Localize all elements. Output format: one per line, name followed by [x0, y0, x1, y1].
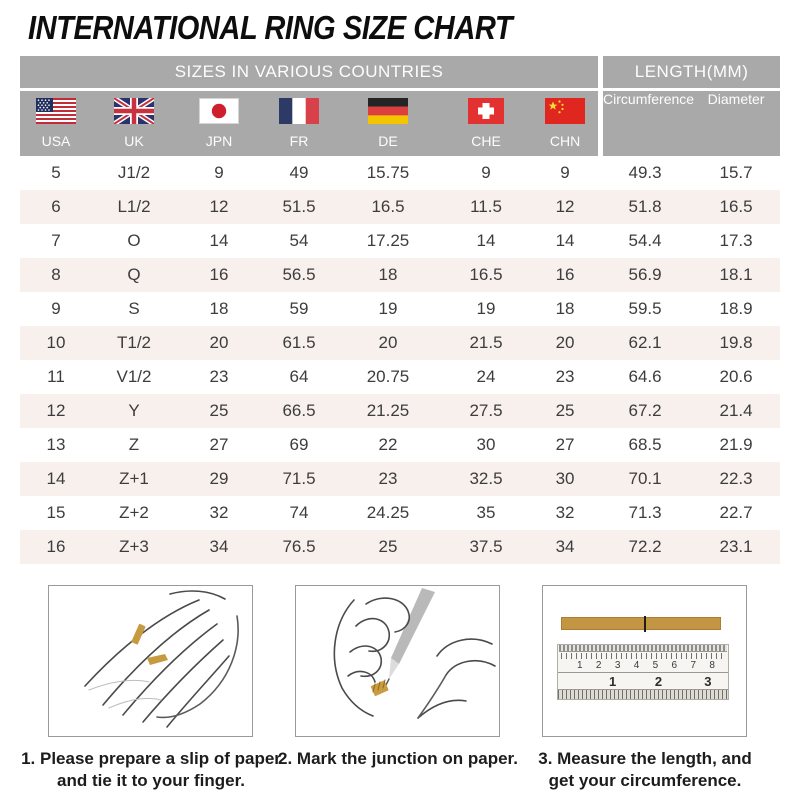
- table-cell: 56.9: [598, 258, 692, 292]
- table-cell: 22.3: [692, 462, 780, 496]
- table-cell: 7: [20, 224, 92, 258]
- strip-mark: [644, 616, 646, 632]
- length-group-header: LENGTH(MM): [598, 56, 780, 88]
- ruler-cm-numbers: [558, 659, 728, 672]
- table-cell: 59.5: [598, 292, 692, 326]
- table-cell: 16.5: [336, 190, 440, 224]
- cm-number: 3: [614, 660, 621, 671]
- table-cell: 68.5: [598, 428, 692, 462]
- table-cell: Z+2: [92, 496, 176, 530]
- ruler-measurement-illustration: [542, 585, 747, 737]
- inch-number: 2: [654, 674, 663, 689]
- country-header-row: [20, 88, 780, 156]
- table-row: [20, 462, 780, 496]
- table-cell: 24.25: [336, 496, 440, 530]
- table-cell: 54: [262, 224, 336, 258]
- table-cell: 30: [532, 462, 598, 496]
- ruler-bottom-ticks: [558, 689, 728, 699]
- page-title: INTERNATIONAL RING SIZE CHART: [28, 9, 513, 46]
- instruction-caption-2: [258, 748, 538, 770]
- table-cell: J1/2: [92, 156, 176, 190]
- table-cell: 30: [440, 428, 532, 462]
- cm-number: 1: [577, 660, 583, 671]
- column-header-che: [440, 88, 532, 156]
- table-cell: 25: [176, 394, 262, 428]
- table-cell: 11: [20, 360, 92, 394]
- table-cell: 72.2: [598, 530, 692, 564]
- table-cell: 9: [20, 292, 92, 326]
- table-cell: 70.1: [598, 462, 692, 496]
- table-cell: 16: [176, 258, 262, 292]
- table-cell: 34: [176, 530, 262, 564]
- table-row: [20, 394, 780, 428]
- table-cell: 54.4: [598, 224, 692, 258]
- instruction-caption-1: [11, 748, 291, 793]
- cm-number: 7: [690, 660, 696, 671]
- country-code-che: CHE: [471, 133, 501, 149]
- table-cell: 27: [176, 428, 262, 462]
- table-cell: 23: [532, 360, 598, 394]
- table-cell: 59: [262, 292, 336, 326]
- table-cell: 21.4: [692, 394, 780, 428]
- table-cell: 20.6: [692, 360, 780, 394]
- table-cell: 15.75: [336, 156, 440, 190]
- ruler-top-edge: [559, 645, 727, 652]
- table-cell: 61.5: [262, 326, 336, 360]
- table-cell: 74: [262, 496, 336, 530]
- table-cell: Y: [92, 394, 176, 428]
- column-header-de: [336, 88, 440, 156]
- table-cell: 64.6: [598, 360, 692, 394]
- table-cell: 13: [20, 428, 92, 462]
- country-code-chn: CHN: [549, 133, 581, 149]
- table-cell: 14: [20, 462, 92, 496]
- table-cell: 9: [440, 156, 532, 190]
- column-header-fr: [262, 88, 336, 156]
- instruction-step-2: [278, 585, 518, 793]
- table-cell: 9: [532, 156, 598, 190]
- table-cell: L1/2: [92, 190, 176, 224]
- table-cell: 15.7: [692, 156, 780, 190]
- table-cell: 21.25: [336, 394, 440, 428]
- table-cell: 12: [20, 394, 92, 428]
- table-cell: 20.75: [336, 360, 440, 394]
- table-cell: 49: [262, 156, 336, 190]
- table-row: [20, 326, 780, 360]
- table-cell: 16: [532, 258, 598, 292]
- table-cell: 76.5: [262, 530, 336, 564]
- table-cell: 17.25: [336, 224, 440, 258]
- instruction-step-1: [21, 585, 281, 793]
- inch-number: 3: [704, 674, 712, 689]
- table-cell: T1/2: [92, 326, 176, 360]
- uk-flag-icon: [114, 98, 154, 124]
- table-cell: 51.8: [598, 190, 692, 224]
- table-cell: Q: [92, 258, 176, 292]
- table-cell: 17.3: [692, 224, 780, 258]
- table-row: [20, 224, 780, 258]
- column-header-jpn: [176, 88, 262, 156]
- table-cell: 14: [440, 224, 532, 258]
- table-cell: 71.5: [262, 462, 336, 496]
- table-cell: 20: [176, 326, 262, 360]
- france-flag-icon: [279, 98, 319, 124]
- table-cell: 6: [20, 190, 92, 224]
- caption-line: get your circumference.: [548, 771, 742, 791]
- table-cell: 27: [532, 428, 598, 462]
- country-code-usa: USA: [41, 133, 71, 149]
- table-cell: 23: [176, 360, 262, 394]
- table-cell: 24: [440, 360, 532, 394]
- usa-flag-icon: [36, 98, 76, 124]
- ring-size-table-body: [20, 156, 780, 564]
- table-cell: 19: [336, 292, 440, 326]
- table-cell: 14: [532, 224, 598, 258]
- table-cell: 37.5: [440, 530, 532, 564]
- caption-line: 1. Please prepare a slip of paper: [21, 749, 281, 768]
- table-cell: 66.5: [262, 394, 336, 428]
- country-code-uk: UK: [124, 133, 144, 149]
- table-cell: 51.5: [262, 190, 336, 224]
- table-cell: S: [92, 292, 176, 326]
- table-cell: 11.5: [440, 190, 532, 224]
- table-cell: 9: [176, 156, 262, 190]
- table-row: [20, 530, 780, 564]
- table-cell: V1/2: [92, 360, 176, 394]
- circumference-header: Circumference: [598, 88, 692, 156]
- table-cell: 49.3: [598, 156, 692, 190]
- table-cell: 20: [336, 326, 440, 360]
- table-cell: 12: [532, 190, 598, 224]
- table-cell: 19.8: [692, 326, 780, 360]
- table-cell: 18.9: [692, 292, 780, 326]
- table-cell: 21.9: [692, 428, 780, 462]
- table-cell: 25: [532, 394, 598, 428]
- caption-line: 2. Mark the junction on paper.: [278, 749, 518, 768]
- table-cell: 56.5: [262, 258, 336, 292]
- diameter-header: Diameter: [692, 88, 780, 156]
- table-cell: 62.1: [598, 326, 692, 360]
- table-cell: 32.5: [440, 462, 532, 496]
- table-row: [20, 156, 780, 190]
- table-cell: 27.5: [440, 394, 532, 428]
- table-cell: 69: [262, 428, 336, 462]
- table-row: [20, 190, 780, 224]
- table-cell: 18: [532, 292, 598, 326]
- germany-flag-icon: [368, 98, 408, 124]
- table-cell: 23.1: [692, 530, 780, 564]
- country-code-de: DE: [378, 133, 398, 149]
- cm-number: 5: [652, 660, 659, 671]
- country-code-jpn: JPN: [205, 133, 233, 149]
- table-row: [20, 496, 780, 530]
- table-cell: 16: [20, 530, 92, 564]
- table-row: [20, 360, 780, 394]
- table-cell: 71.3: [598, 496, 692, 530]
- table-cell: 29: [176, 462, 262, 496]
- group-header-row: [20, 56, 780, 88]
- cm-number: 4: [633, 660, 640, 671]
- instruction-step-3: [538, 585, 752, 793]
- sizes-group-header: SIZES IN VARIOUS COUNTRIES: [20, 56, 598, 88]
- table-cell: 18: [176, 292, 262, 326]
- table-cell: 22: [336, 428, 440, 462]
- table-row: [20, 292, 780, 326]
- table-cell: 18: [336, 258, 440, 292]
- instruction-caption-3: [505, 748, 785, 793]
- china-flag-icon: [545, 98, 585, 124]
- table-cell: 16.5: [692, 190, 780, 224]
- column-header-uk: [92, 88, 176, 156]
- table-cell: 64: [262, 360, 336, 394]
- table-cell: 10: [20, 326, 92, 360]
- table-cell: 25: [336, 530, 440, 564]
- cm-number: 2: [595, 660, 602, 671]
- table-cell: 35: [440, 496, 532, 530]
- hand-with-paper-slip-illustration: [48, 585, 253, 737]
- caption-line: 3. Measure the length, and: [538, 749, 752, 768]
- inch-number: 1: [609, 674, 617, 689]
- instructions-section: [21, 585, 800, 793]
- table-cell: O: [92, 224, 176, 258]
- column-header-chn: [532, 88, 598, 156]
- switzerland-flag-icon: [466, 98, 506, 124]
- ruler-inch-numbers: [558, 673, 728, 689]
- table-cell: Z+3: [92, 530, 176, 564]
- table-cell: 12: [176, 190, 262, 224]
- table-cell: 8: [20, 258, 92, 292]
- table-cell: 67.2: [598, 394, 692, 428]
- table-cell: 18.1: [692, 258, 780, 292]
- table-row: [20, 428, 780, 462]
- table-cell: 22.7: [692, 496, 780, 530]
- table-cell: 5: [20, 156, 92, 190]
- table-cell: 34: [532, 530, 598, 564]
- ruler-icon: [557, 644, 729, 700]
- table-cell: 32: [532, 496, 598, 530]
- table-cell: 32: [176, 496, 262, 530]
- cm-number: 6: [671, 660, 678, 671]
- table-cell: 20: [532, 326, 598, 360]
- cm-number: 8: [709, 660, 715, 671]
- japan-flag-icon: [199, 98, 239, 124]
- table-cell: 21.5: [440, 326, 532, 360]
- table-cell: 16.5: [440, 258, 532, 292]
- mark-junction-illustration: [295, 585, 500, 737]
- caption-line: and tie it to your finger.: [57, 771, 245, 791]
- table-cell: 23: [336, 462, 440, 496]
- table-cell: 19: [440, 292, 532, 326]
- country-code-fr: FR: [289, 133, 309, 149]
- table-cell: 15: [20, 496, 92, 530]
- column-header-usa: [20, 88, 92, 156]
- paper-strip: [561, 617, 721, 630]
- table-cell: 14: [176, 224, 262, 258]
- table-cell: Z+1: [92, 462, 176, 496]
- table-cell: Z: [92, 428, 176, 462]
- table-row: [20, 258, 780, 292]
- ring-size-table: [20, 56, 780, 564]
